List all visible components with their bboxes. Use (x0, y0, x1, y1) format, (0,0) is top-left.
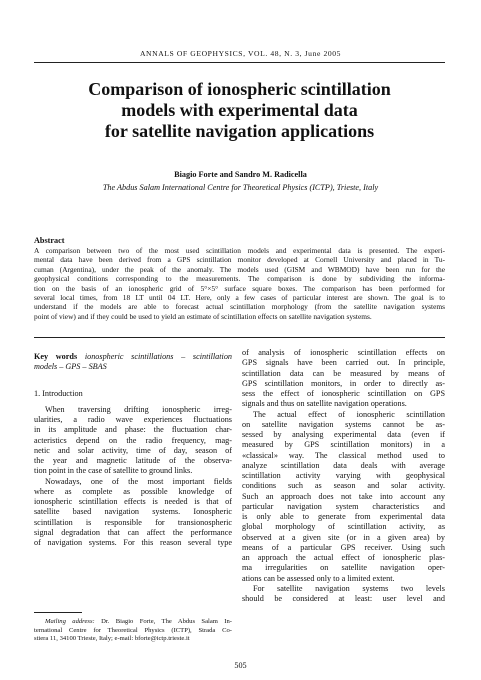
body-line: is only able to generate from experimental data (242, 512, 445, 521)
abstract-line: cuman (Argentina), under the peak of the anomaly. The models used (GISM and WBMOD) have been run for the (34, 264, 445, 274)
body-line: ma irregularities on satellite navigation oper- (242, 563, 445, 573)
abstract-body (34, 246, 445, 321)
title-line: models with experimental data (121, 100, 358, 120)
paper-title (34, 79, 445, 142)
footnote-label: Mailing address: (45, 618, 95, 625)
affiliation: The Abdus Salam International Centre for Theoretical Physics (ICTP), Trieste, Italy (102, 183, 379, 192)
body-line: should be considered at least: user level and (242, 594, 445, 603)
abstract-heading: Abstract (34, 236, 65, 245)
body-line: tion point in the case of satellite to ground links. (34, 466, 193, 476)
keywords-line (34, 362, 232, 372)
body-line: means of a particular GPS receiver. Using such (242, 542, 445, 552)
body-line: signals and thus on satellite navigation operations. (242, 399, 407, 409)
body-line: GPS signals have been carried out. In principle, (242, 358, 445, 368)
body-line: an approach the actual effect of ionospheric plas- (242, 553, 445, 562)
body-line: «classical» way. The classical method used to (242, 450, 445, 460)
footnote-line: ternational Centre for Theoretical Physics (ICTP), Strada Co- (34, 626, 232, 634)
page-number: 505 (234, 661, 247, 670)
body-line: signal degradation that can affect the performance (34, 527, 232, 537)
body-line: scintillation activity varying with geophysical (242, 471, 445, 480)
body-line: ations can be assessed only to a limited extent. (242, 573, 395, 583)
keywords-text: ionospheric scintillations – scintillation (84, 352, 233, 361)
body-line: ularities, a radio wave experiences fluctuations (34, 415, 232, 424)
body-line: For satellite navigation systems two levels (253, 583, 445, 593)
abstract-line: tion on the basis of an ionospheric grid of 5°×5° surface square boxes. The comparison has been performed for (34, 283, 445, 293)
body-line: satellite based navigation systems. Ionospheric (34, 507, 232, 517)
title-line: for satellite navigation applications (104, 121, 375, 141)
keywords-line (34, 352, 232, 362)
abstract-line: A comparison between two of the most used scintillation models and experimental data is presented. The experi- (34, 246, 445, 255)
body-line: acteristics depend on the radio frequency, mag- (34, 435, 232, 445)
body-line: sessed by analysing experimental data (even if (242, 430, 445, 439)
body-line: ionospheric scintillation effects is needed is that of (34, 497, 232, 506)
keywords-label: Key words (34, 352, 78, 361)
title-line: Comparison of ionospheric scintillation (88, 79, 391, 99)
keywords (34, 352, 232, 373)
right-column (242, 348, 445, 604)
body-line: global morphology of scintillation activity, as (242, 522, 445, 532)
abstract-line: several local times, from 18 LT until 04 LT. Here, only a few cases of particular interest are shown. The goal is to (34, 293, 445, 303)
body-line: conditions such as season and solar activity. (242, 481, 445, 491)
body-line: GPS scintillation monitors, in order to directly as- (242, 378, 445, 388)
section-heading: 1. Introduction (34, 388, 83, 398)
body-line: on satellite navigation systems cannot be as- (242, 419, 445, 429)
body-line: sess the effect of ionospheric scintillation on GPS (242, 389, 445, 398)
body-line: in its amplitude and phase: the fluctuation char- (34, 425, 232, 435)
footnote (34, 618, 232, 644)
body-line: of analysis of ionospheric scintillation effects on (242, 348, 445, 357)
body-line: Such an approach does not take into account any (242, 491, 445, 501)
body-line: scintillation data can be measured by means of (242, 368, 445, 378)
footnote-text: Dr. Biagio Forte, The Abdus Salam In- (101, 618, 232, 625)
body-line: netic and solar activity, time of day, season of (34, 445, 232, 455)
body-line: When traversing drifting ionospheric irreg- (45, 404, 232, 414)
footnote-line (34, 618, 232, 627)
body-line: scintillation is responsible for transionospheric (34, 517, 232, 527)
footnote-line: stiera 11, 34100 Trieste, Italy; e-mail: bforte@ictp.trieste.it (34, 635, 190, 643)
body-line: observed at a given site (or in a given area) by (242, 532, 445, 542)
keywords-text: models – GPS – SBAS (34, 362, 107, 372)
left-column (34, 352, 232, 548)
body-line: measured by GPS scintillation monitors) in a (242, 440, 445, 450)
abstract-line: point of view) and if they could be used to yield an estimate of scintillation effects on satellite navigation systems. (34, 311, 372, 321)
body-line: the year and magnetic latitude of the observa- (34, 456, 232, 465)
journal-header: ANNALS OF GEOPHYSICS, VOL. 48, N. 3, June 2005 (139, 49, 342, 58)
abstract-line: understand if the models are able to forecast actual scintillation morphology (from the satellite navigation systems (34, 302, 445, 312)
footnote-rule (34, 612, 82, 613)
body-line: analyze scintillation data deals with average (242, 460, 445, 470)
body-line: Nowadays, one of the most important fields (45, 476, 232, 486)
body-line: particular navigation system characteristics and (242, 501, 445, 511)
section-rule (34, 337, 445, 338)
header-rule (34, 62, 445, 63)
abstract-line: geophysical conditions corresponding to the measurements. The comparison is done by subdividing the informa- (34, 274, 445, 284)
authors: Biagio Forte and Sandro M. Radicella (174, 170, 307, 179)
body-line: of navigation systems. For this reason several type (34, 538, 232, 547)
abstract-line: mental data have been derived from a GPS scintillation monitor developed at Cornell University and placed in Tu- (34, 255, 445, 265)
body-line: where as complete as possible knowledge of (34, 486, 232, 496)
body-line: The actual effect of ionospheric scintillation (253, 409, 445, 419)
